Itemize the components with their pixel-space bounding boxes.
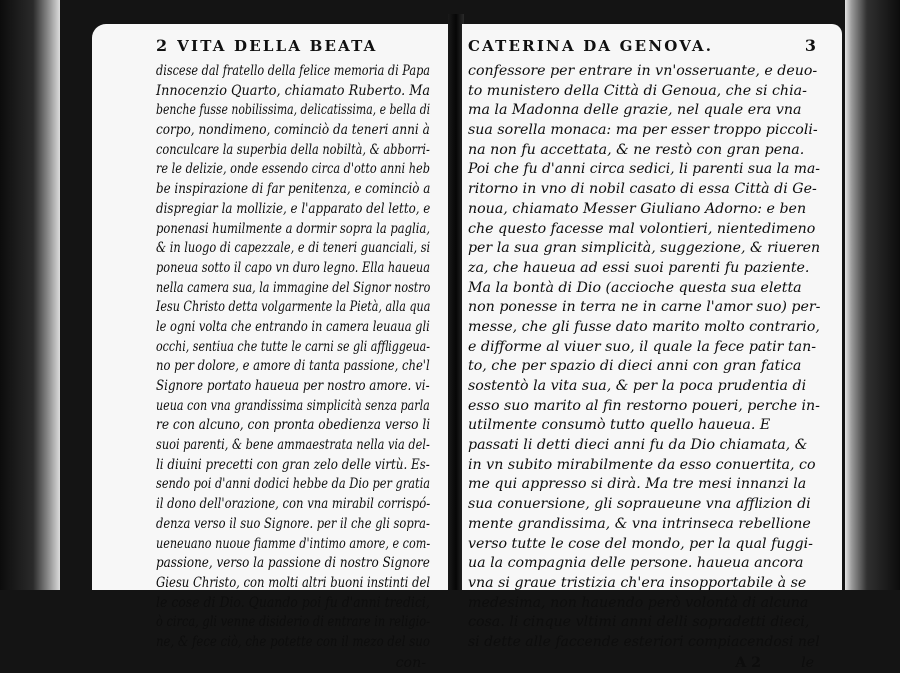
text-line: re le delizie, onde essendo circa d'otto anni heb	[156, 161, 430, 178]
left-book-edge	[0, 0, 60, 590]
text-line: Signore portato haueua per nostro amore. vi-	[156, 378, 430, 394]
text-line: noua, chiamato Messer Giuliano Adorno: e ben	[468, 200, 807, 217]
text-line: me qui appresso si dirà. Ma tre mesi innanzi la	[468, 476, 807, 493]
text-line: re con alcuno, con pronta obedienza verso li	[156, 417, 431, 434]
running-head-title: CATERINA DA GENOVA.	[468, 37, 714, 55]
text-line: si dette alle faccende esteriori compiacendosi nel	[468, 633, 820, 650]
text-line: li diuini precetti con gran zelo delle virtù. Es-	[156, 456, 430, 473]
text-line: za, che haueua ad essi suoi parenti fu paziente.	[468, 259, 810, 276]
right-page-footer	[468, 653, 820, 673]
right-text-block	[468, 62, 820, 653]
text-line: Innocenzio Quarto, chiamato Ruberto. Ma	[156, 82, 431, 99]
text-line: e difforme al viuer suo, il quale la fece patir tan-	[468, 338, 816, 355]
text-line: sua sorella monaca: ma per esser troppo piccoli-	[468, 122, 818, 139]
text-line: occhi, sentiua che tutte le carni se gli affliggeua-	[156, 338, 431, 355]
text-line: utilmente consumò tutto quello haueua. E	[468, 417, 771, 434]
text-line: ritorno in vno di nobil casato di essa Città di Ge-	[468, 181, 817, 198]
text-line: ma la Madonna delle grazie, nel quale era vna	[468, 102, 802, 119]
text-line: Giesu Christo, con molti altri buoni instinti del	[156, 574, 431, 591]
text-line: in vn subito mirabilmente da esso conuertita, co	[468, 456, 816, 473]
text-line: che questo facesse mal volontieri, nientedimeno	[468, 220, 816, 237]
text-line: corpo, nondimeno, cominciò da teneri anni à	[156, 122, 430, 139]
text-line: sua conuersione, gli sopraueune vna afflizion di	[468, 496, 811, 513]
left-running-head	[156, 36, 430, 62]
text-line: na non fu accettata, & ne restò con gran pena.	[468, 141, 805, 158]
text-line: ueua con vna grandissima simplicità senza parla	[156, 397, 430, 414]
text-line: poneua sotto il capo vn duro legno. Ella haueua	[156, 259, 430, 276]
text-line: ò circa, gli venne disiderio di entrare in religio-	[156, 614, 430, 631]
page-number: 3	[804, 36, 816, 55]
text-line: mente grandissima, & vna intrinseca rebellione	[468, 515, 811, 532]
text-line: to munistero della Città di Genoua, che si chia-	[468, 82, 807, 99]
text-line: & in luogo di capezzale, e di teneri guanciali, si	[156, 240, 431, 257]
text-line: ponenasi humilmente a dormir sopra la paglia,	[156, 220, 430, 237]
text-line: nella camera sua, la immagine del Signor nostro	[156, 279, 431, 296]
page-number: 2	[156, 36, 168, 55]
text-line: denza verso il suo Signore. per il che gli sopra-	[156, 515, 430, 532]
catchword: con-	[395, 654, 426, 671]
left-page	[92, 24, 450, 671]
text-line: medesima, non hauendo però volontà di alcuna	[468, 594, 809, 611]
text-line: dispregiar la mollizie, e l'apparato del letto, e	[156, 200, 431, 217]
text-line: sendo poi d'anni dodici hebbe da Dio per gratia	[156, 476, 431, 493]
running-head-title: VITA DELLA BEATA	[177, 37, 378, 55]
text-line: verso tutte le cose del mondo, per la qual fuggi-	[468, 535, 813, 552]
text-line: discese dal fratello della felice memoria di Papa	[156, 63, 430, 79]
text-line: vna si graue tristizia ch'era insopportabile à se	[468, 574, 807, 591]
right-page	[462, 24, 842, 671]
left-page-footer	[156, 653, 430, 673]
right-running-head	[468, 36, 820, 62]
text-line: per la sua gran simplicità, suggezione, & riueren	[468, 240, 821, 257]
text-line: suoi parenti, & bene ammaestrata nella via del-	[156, 437, 430, 454]
text-line: be inspirazione di far penitenza, e cominciò a	[156, 181, 431, 198]
right-book-edge	[845, 0, 900, 590]
left-text-block	[156, 62, 430, 653]
text-line: esso suo marito al fin restorno poueri, perche in-	[468, 397, 820, 414]
text-line: Ma la bontà di Dio (accioche questa sua eletta	[468, 279, 802, 296]
text-line: le ogni volta che entrando in camera leuaua gli	[156, 318, 430, 335]
text-line: il dono dell'orazione, con vna mirabil corrispó-	[156, 496, 431, 513]
text-line: messe, che gli fusse dato marito molto contrario,	[468, 318, 820, 335]
text-line: benche fusse nobilissima, delicatissima, e bella di	[156, 102, 431, 119]
text-line: Iesu Christo detta volgarmente la Pietà, alla qua	[156, 299, 431, 316]
text-line: to, che per spazio di dieci anni con gran fatica	[468, 358, 802, 375]
text-line: no per dolore, e amore di tanta passione, che'l	[156, 358, 430, 375]
text-line: ne, & fece ciò, che potette con il mezo del suo	[156, 633, 430, 650]
text-line: conculcare la superbia della nobiltà, & abborri-	[156, 141, 430, 158]
text-line: confessore per entrare in vn'osseruante, e deuo-	[468, 63, 818, 79]
text-line: passati li detti dieci anni fu da Dio chiamata, &	[468, 437, 808, 454]
text-line: Poi che fu d'anni circa sedici, li parenti sua la ma-	[468, 161, 820, 178]
text-line: ueneuano nuoue fiamme d'intimo amore, e com-	[156, 535, 431, 552]
signature-mark: A 2	[735, 654, 762, 671]
text-line: passione, verso la passione di nostro Signore	[156, 555, 430, 572]
text-line: ua la compagnia delle persone. haueua ancora	[468, 555, 804, 572]
catchword: le	[801, 654, 814, 671]
text-line: sostentò la vita sua, & per la poca prudentia di	[468, 378, 807, 394]
text-line: le cose di Dio. Quando poi fu d'anni tredici,	[156, 594, 430, 611]
text-line: non ponesse in terra ne in carne l'amor suo) per-	[468, 299, 821, 316]
text-line: cosa. li cinque vltimi anni delli sopradetti dieci,	[468, 614, 810, 631]
